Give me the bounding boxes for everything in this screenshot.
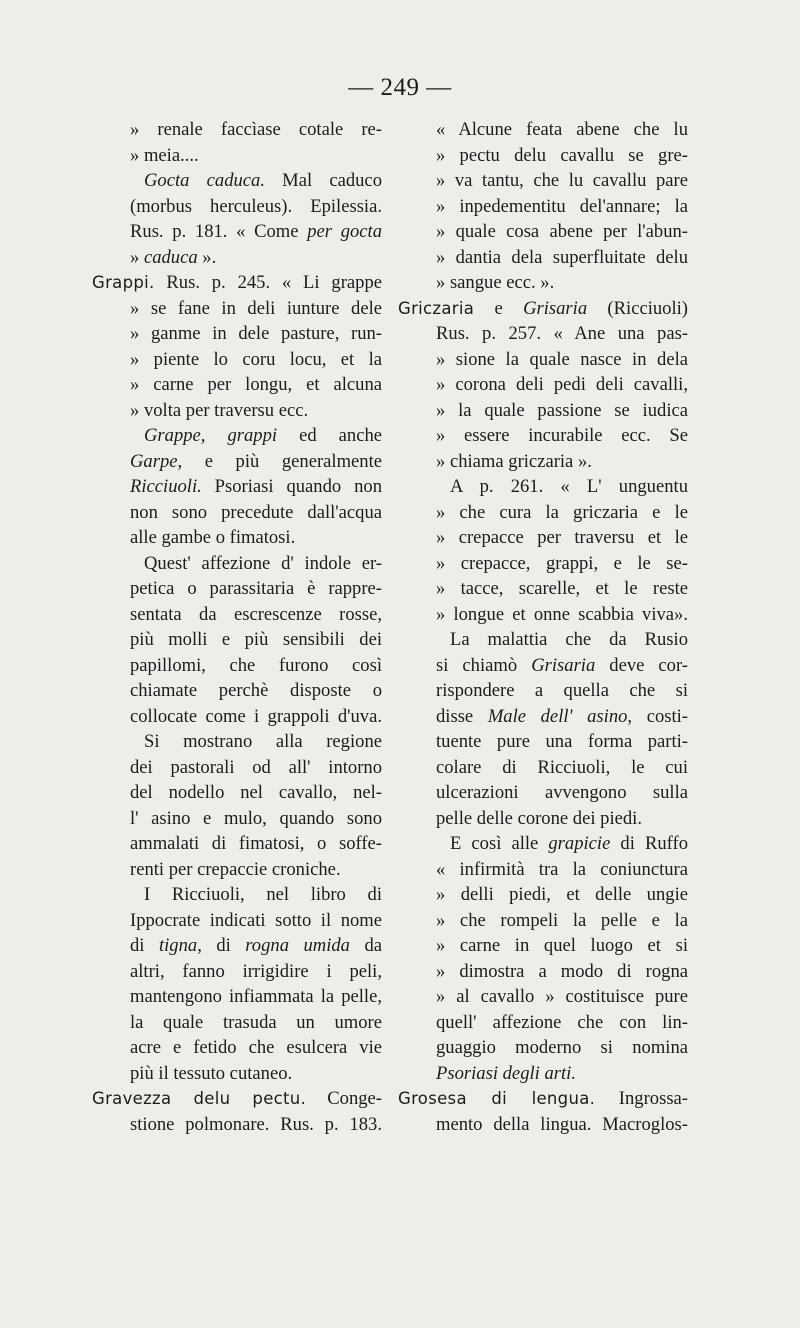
- text-span: Psoriasi quando non: [201, 476, 382, 497]
- text-span: Ingrossa-: [595, 1088, 688, 1109]
- text-line: [398, 576, 688, 602]
- text-span: del nodello nel cavallo, nel-: [130, 782, 382, 803]
- text-span: (morbus herculeus). Epilessia.: [130, 195, 382, 217]
- text-span: » ganme in dele pasture, run-: [130, 323, 382, 344]
- text-span: stione polmonare. Rus. p. 183.: [130, 1113, 382, 1135]
- text-line: [92, 372, 382, 398]
- italic-term: Male dell' asino: [487, 705, 628, 727]
- text-line: [398, 780, 688, 806]
- italic-term: tigna: [158, 935, 198, 956]
- text-line: [92, 933, 382, 959]
- text-line: [92, 857, 382, 883]
- text-span: « Alcune feata abene che lu: [436, 119, 688, 140]
- text-line: [398, 602, 688, 628]
- text-span: l' asino e mulo, quando sono: [130, 807, 382, 829]
- text-line: [92, 500, 382, 526]
- text-span: mento della lingua. Macroglos-: [436, 1113, 688, 1135]
- text-span: » la quale passione se iudica: [436, 399, 688, 421]
- text-span: » carne per longu, et alcuna: [130, 374, 382, 395]
- text-line: [92, 627, 382, 653]
- text-span: » delli piedi, et delle ungie: [436, 884, 688, 905]
- text-span: , costi-: [627, 705, 688, 727]
- italic-term: per gocta: [307, 221, 382, 242]
- italic-term: Garpe: [130, 450, 178, 472]
- text-line: [92, 1061, 382, 1087]
- text-span: ed anche: [277, 425, 382, 446]
- text-span: si chiamò: [436, 654, 532, 676]
- text-span: ammalati di fimatosi, o soffe-: [130, 833, 382, 854]
- text-line: [398, 1035, 688, 1061]
- text-span: » pectu delu cavallu se gre-: [436, 144, 688, 166]
- text-span: Conge-: [306, 1088, 382, 1109]
- text-line: [92, 474, 382, 500]
- text-line: [398, 1061, 688, 1087]
- text-line: [92, 831, 382, 857]
- text-span: » sangue ecc. ».: [436, 272, 555, 293]
- text-line: [92, 704, 382, 730]
- text-span: » meia....: [130, 144, 199, 166]
- text-line: [398, 653, 688, 679]
- text-span: la quale trasuda un umore: [130, 1011, 382, 1033]
- text-span: , di: [197, 935, 246, 956]
- text-line: [92, 908, 382, 934]
- italic-term: rogna umida: [245, 935, 350, 956]
- text-line: [398, 729, 688, 755]
- text-line: [92, 194, 382, 220]
- text-span: » tacce, scarelle, et le reste: [436, 578, 688, 599]
- text-span: disse: [436, 705, 488, 727]
- text-span: E così alle: [450, 833, 549, 854]
- text-line: [398, 755, 688, 781]
- text-span: da: [349, 935, 382, 956]
- text-span: » corona deli pedi deli cavalli,: [436, 374, 688, 395]
- text-span: » renale faccìase cotale re-: [130, 119, 382, 140]
- italic-term: Grisaria: [531, 654, 596, 676]
- text-line: [92, 117, 382, 143]
- text-line: [92, 245, 382, 271]
- text-span: » crepacce per traversu et le: [436, 527, 688, 548]
- text-line: [92, 806, 382, 832]
- text-span: » carne in quel luogo et si: [436, 935, 688, 956]
- text-span: petica o parassitaria è rappre-: [130, 578, 382, 599]
- text-line: [92, 1035, 382, 1061]
- text-span: A p. 261. « L' unguentu: [450, 476, 688, 497]
- text-span: tuente pure una forma parti-: [436, 731, 688, 752]
- text-line: [92, 449, 382, 475]
- text-span: più il tessuto cutaneo.: [130, 1062, 293, 1084]
- italic-term: Grisaria: [523, 297, 588, 319]
- text-line: [92, 882, 382, 908]
- text-span: colare di Ricciuoli, le cui: [436, 756, 688, 778]
- text-span: non sono precedute dall'acqua: [130, 501, 382, 523]
- text-span: » che rompeli la pelle e la: [436, 909, 688, 931]
- italic-term: caduca: [143, 246, 198, 268]
- text-span: » dimostra a modo di rogna: [436, 960, 688, 982]
- entry-headword: Gravezza delu pectu.: [92, 1089, 307, 1108]
- text-line: [398, 933, 688, 959]
- text-line: [398, 500, 688, 526]
- text-line: [398, 347, 688, 373]
- text-span: Rus. p. 245. « Li grappe: [154, 272, 382, 293]
- text-span: chiamate perchè disposte o: [130, 680, 382, 701]
- text-line: [92, 1010, 382, 1036]
- text-span: » va tantu, che lu cavallu pare: [436, 170, 688, 191]
- text-line: [398, 525, 688, 551]
- italic-term: Ricciuoli.: [130, 476, 202, 497]
- text-line: [92, 755, 382, 781]
- text-line: [92, 143, 382, 169]
- text-line: [398, 321, 688, 347]
- text-span: e: [474, 297, 524, 319]
- text-line: [398, 194, 688, 220]
- text-span: Mal caduco: [264, 170, 382, 191]
- text-line: [92, 347, 382, 373]
- text-span: Quest' affezione d' indole er-: [144, 552, 382, 574]
- text-span: acre e fetido che esulcera vie: [130, 1037, 382, 1058]
- text-line: [398, 168, 688, 194]
- text-line: [92, 729, 382, 755]
- text-span: alle gambe o fimatosi.: [130, 527, 296, 548]
- text-line: [398, 398, 688, 424]
- text-line: [398, 449, 688, 475]
- text-line: [398, 117, 688, 143]
- text-span: (Ricciuoli): [587, 297, 688, 319]
- text-line: [398, 423, 688, 449]
- entry-headword: Griczaria: [398, 298, 475, 318]
- text-line: [398, 143, 688, 169]
- text-line: [92, 678, 382, 704]
- text-span: ulcerazioni avvengono sulla: [436, 782, 688, 803]
- text-line: [92, 423, 382, 449]
- text-span: papillomi, che furono così: [130, 654, 382, 676]
- text-line: [398, 831, 688, 857]
- text-line: [92, 398, 382, 424]
- text-span: » piente lo coru locu, et la: [130, 348, 382, 370]
- text-span: collocate come i grappoli d'uva.: [130, 705, 382, 727]
- text-span: deve cor-: [595, 654, 688, 676]
- text-line: [92, 296, 382, 322]
- text-span: I Ricciuoli, nel libro di: [144, 884, 382, 905]
- text-line: [92, 1086, 382, 1112]
- text-span: » inpedementitu del'annare; la: [436, 195, 688, 217]
- page-number: — 249 —: [348, 74, 452, 101]
- text-span: Rus. p. 181. « Come: [130, 221, 308, 242]
- text-line: [398, 984, 688, 1010]
- text-line: [92, 525, 382, 551]
- italic-term: Grappe, grappi: [144, 425, 278, 446]
- text-span: renti per crepaccie croniche.: [130, 858, 341, 880]
- right-column: [398, 117, 688, 1137]
- text-line: [398, 1086, 688, 1112]
- text-line: [92, 270, 382, 296]
- text-span: » volta per traversu ecc.: [130, 399, 309, 421]
- italic-term: Gocta caduca.: [144, 170, 265, 191]
- text-line: [92, 780, 382, 806]
- text-line: [398, 806, 688, 832]
- text-span: sentata da escrescenze rosse,: [130, 603, 382, 625]
- text-span: » quale cosa abene per l'abun-: [436, 221, 688, 242]
- text-line: [92, 168, 382, 194]
- entry-headword: Grosesa di lengua.: [398, 1089, 596, 1108]
- text-line: [398, 474, 688, 500]
- text-span: più molli e più sensibili dei: [130, 629, 382, 650]
- text-line: [92, 321, 382, 347]
- text-span: »: [130, 246, 144, 268]
- text-line: [398, 551, 688, 577]
- text-span: » se fane in deli iunture dele: [130, 297, 382, 319]
- text-line: [398, 219, 688, 245]
- text-span: » longue et onne scabbia viva».: [436, 603, 688, 625]
- text-span: » essere incurabile ecc. Se: [436, 425, 688, 446]
- text-span: » che cura la griczaria e le: [436, 501, 688, 523]
- text-span: ».: [197, 246, 217, 268]
- text-line: [92, 653, 382, 679]
- text-line: [398, 372, 688, 398]
- text-span: » al cavallo » costituisce pure: [436, 986, 688, 1007]
- text-span: dei pastorali od all' intorno: [130, 756, 382, 778]
- text-span: « infirmità tra la coniunctura: [436, 858, 688, 880]
- text-span: di Ruffo: [610, 833, 688, 854]
- text-line: [398, 959, 688, 985]
- text-span: guaggio moderno si nomina: [436, 1037, 688, 1058]
- text-span: di: [130, 935, 159, 956]
- text-line: [92, 219, 382, 245]
- text-line: [92, 576, 382, 602]
- text-span: » sione la quale nasce in dela: [436, 348, 688, 370]
- text-line: [398, 1112, 688, 1138]
- text-span: » chiama griczaria ».: [436, 450, 592, 472]
- text-line: [398, 678, 688, 704]
- text-span: Ippocrate indicati sotto il nome: [130, 909, 382, 931]
- text-line: [398, 908, 688, 934]
- italic-term: grapicie: [548, 833, 611, 854]
- text-span: Rus. p. 257. « Ane una pas-: [436, 323, 688, 344]
- text-line: [92, 1112, 382, 1138]
- entry-headword: Grappi.: [92, 273, 155, 292]
- text-line: [92, 984, 382, 1010]
- text-span: » dantia dela superfluitate delu: [436, 246, 688, 268]
- text-line: [398, 704, 688, 730]
- text-line: [398, 1010, 688, 1036]
- text-span: altri, fanno irrigidire i peli,: [130, 960, 382, 982]
- text-line: [398, 857, 688, 883]
- text-span: mantengono infiammata la pelle,: [130, 986, 382, 1007]
- text-line: [92, 602, 382, 628]
- text-line: [92, 959, 382, 985]
- text-line: [398, 882, 688, 908]
- text-line: [92, 551, 382, 577]
- text-line: [398, 627, 688, 653]
- left-column: [92, 117, 382, 1137]
- italic-term: Psoriasi degli arti.: [436, 1062, 576, 1084]
- text-line: [398, 296, 688, 322]
- text-span: La malattia che da Rusio: [450, 629, 688, 650]
- text-line: [398, 245, 688, 271]
- text-span: rispondere a quella che si: [436, 680, 688, 701]
- text-span: Si mostrano alla regione: [144, 731, 382, 752]
- text-line: [398, 270, 688, 296]
- text-span: , e più generalmente: [177, 450, 382, 472]
- text-span: quell' affezione che con lin-: [436, 1011, 688, 1033]
- text-span: pelle delle corone dei piedi.: [436, 807, 642, 829]
- text-span: » crepacce, grappi, e le se-: [436, 552, 688, 574]
